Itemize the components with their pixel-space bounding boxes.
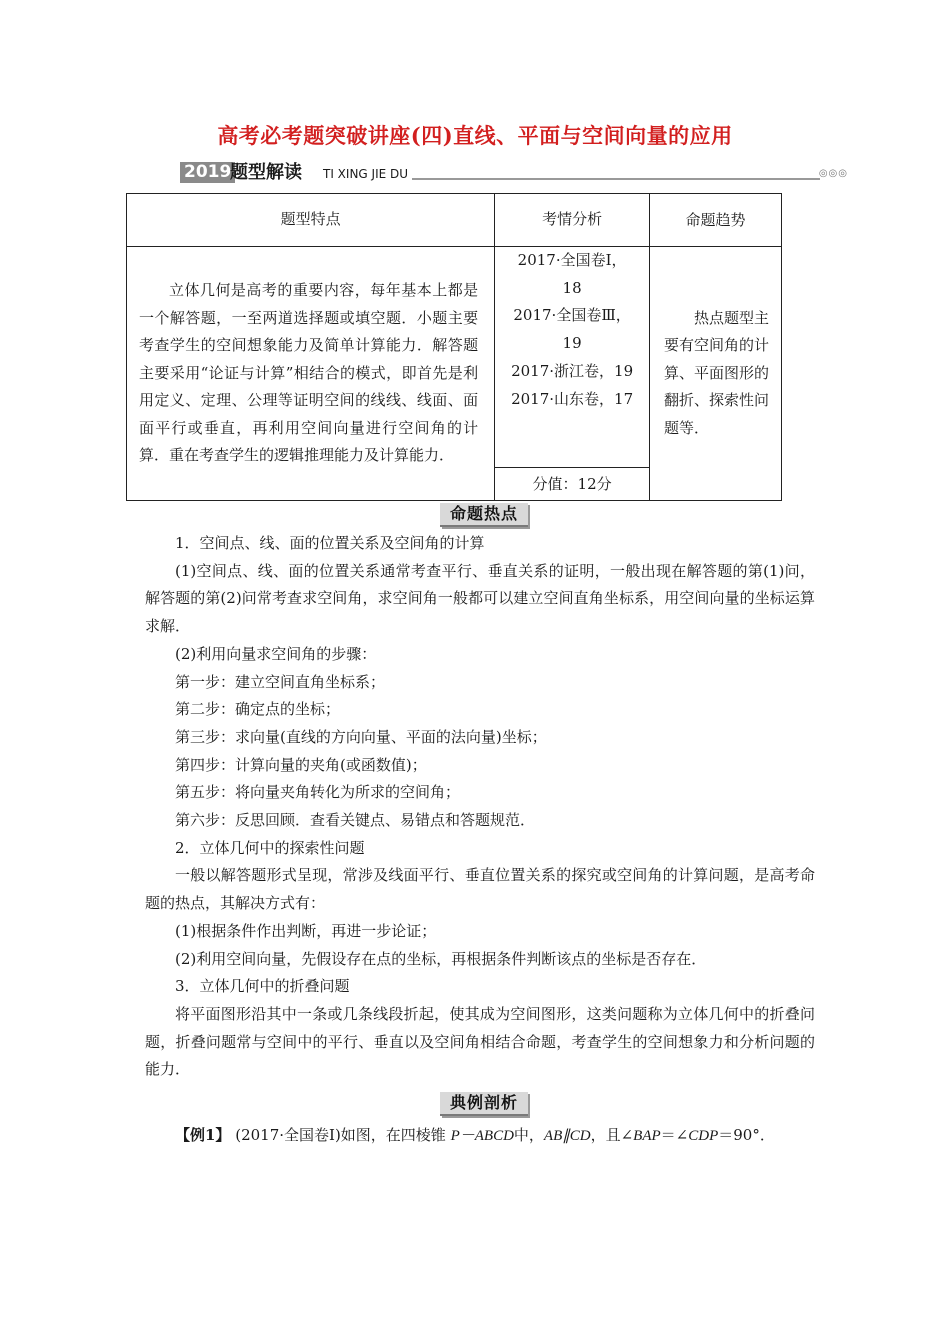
step-item: 第二步：确定点的坐标； — [175, 700, 341, 719]
math-text: CDP — [688, 1128, 719, 1144]
paragraph: (1)根据条件作出判断，再进一步论证； — [175, 921, 437, 940]
example-text: 中， — [513, 1126, 544, 1144]
header-trend: 命题趋势 — [650, 194, 782, 247]
paragraph: 将平面图形沿其中一条或几条线段折起，使其成为空间图形，这类问题称为立体几何中的折叠问题，折叠问题常与空间中的平行、垂直以及空间角相结合命题，考查学生的空间想象力和分析问题的能力． — [145, 1004, 815, 1079]
section-tag-examples: 典例剖析 — [440, 1092, 528, 1116]
exam-item: 2017·浙江卷，19 — [511, 361, 634, 380]
example-text: ＝∠ — [660, 1126, 689, 1144]
exam-item: 2017·山东卷，17 — [511, 389, 634, 408]
header-analysis: 考情分析 — [495, 194, 650, 247]
exam-item: 2017·全国卷Ⅲ，19 — [513, 306, 631, 353]
step-item: 第四步：计算向量的夹角(或函数值)； — [175, 755, 427, 774]
banner-title: 题型解读 — [230, 162, 302, 183]
banner-dots-icon: ◎◎◎ — [818, 168, 848, 179]
paragraph: (2)利用向量求空间角的步骤： — [175, 644, 377, 663]
example-1 — [145, 1122, 815, 1151]
example-label: 【例1】 — [175, 1126, 231, 1144]
example-content — [145, 1122, 815, 1151]
paragraph: (1)空间点、线、面的位置关系通常考查平行、垂直关系的证明，一般出现在解答题的第(1)问，解答题的第(2)问常考查求空间角，求空间角一般都可以建立空间直角坐标系，用空间向量的坐标运算求解． — [145, 561, 815, 636]
banner-rule — [412, 178, 820, 180]
banner-pinyin: TI XING JIE DU — [323, 167, 409, 181]
trend-cell: 热点题型主要有空间角的计算、平面图形的翻折、探索性问题等． — [650, 247, 782, 501]
example-source: (2017·全国卷Ⅰ)如图，在四棱锥 — [235, 1126, 446, 1144]
header-features: 题型特点 — [127, 194, 495, 247]
example-text: ＝90°． — [718, 1126, 775, 1144]
question-type-table — [126, 193, 782, 501]
section-tag-hotspots: 命题热点 — [440, 503, 528, 527]
step-item: 第六步：反思回顾．查看关键点、易错点和答题规范． — [175, 811, 536, 830]
exams-cell — [495, 247, 650, 468]
banner-year: 2019 — [180, 162, 235, 183]
step-item: 第一步：建立空间直角坐标系； — [175, 672, 386, 691]
step-item: 第五步：将向量夹角转化为所求的空间角； — [175, 783, 461, 802]
hotspots-content — [145, 530, 815, 1084]
example-text: ，且∠ — [590, 1126, 634, 1144]
exam-item: 2017·全国卷Ⅰ，18 — [517, 251, 627, 297]
section-banner — [180, 160, 848, 186]
math-text: AB∥CD — [543, 1128, 591, 1144]
paragraph: (2)利用空间向量，先假设存在点的坐标，再根据条件判断该点的坐标是否存在． — [175, 949, 707, 968]
page-title: 高考必考题突破讲座(四)直线、平面与空间向量的应用 — [217, 123, 733, 148]
heading-3: 3．立体几何中的折叠问题 — [175, 977, 350, 996]
heading-2: 2．立体几何中的探索性问题 — [175, 838, 365, 857]
step-item: 第三步：求向量(直线的方向向量、平面的法向量)坐标； — [175, 727, 547, 746]
paragraph: 一般以解答题形式呈现，常涉及线面平行、垂直位置关系的探究或空间角的计算问题，是高考命题的热点，其解决方式有： — [145, 866, 815, 913]
score-cell: 分值：12分 — [495, 468, 650, 501]
math-text: P－ABCD — [450, 1128, 514, 1144]
heading-1: 1．空间点、线、面的位置关系及空间角的计算 — [175, 534, 485, 552]
features-cell: 立体几何是高考的重要内容，每年基本上都是一个解答题，一至两道选择题或填空题．小题主要考查学生的空间想象能力及简单计算能力．解答题主要采用“论证与计算”相结合的模式，即首先是利用定义、定理、公理等证明空间的线线、线面、面面平行或垂直，再利用空间向量进行空间角的计算．重在考查学生的逻辑推理能力及计算能力． — [127, 247, 495, 501]
math-text: BAP — [633, 1128, 661, 1144]
